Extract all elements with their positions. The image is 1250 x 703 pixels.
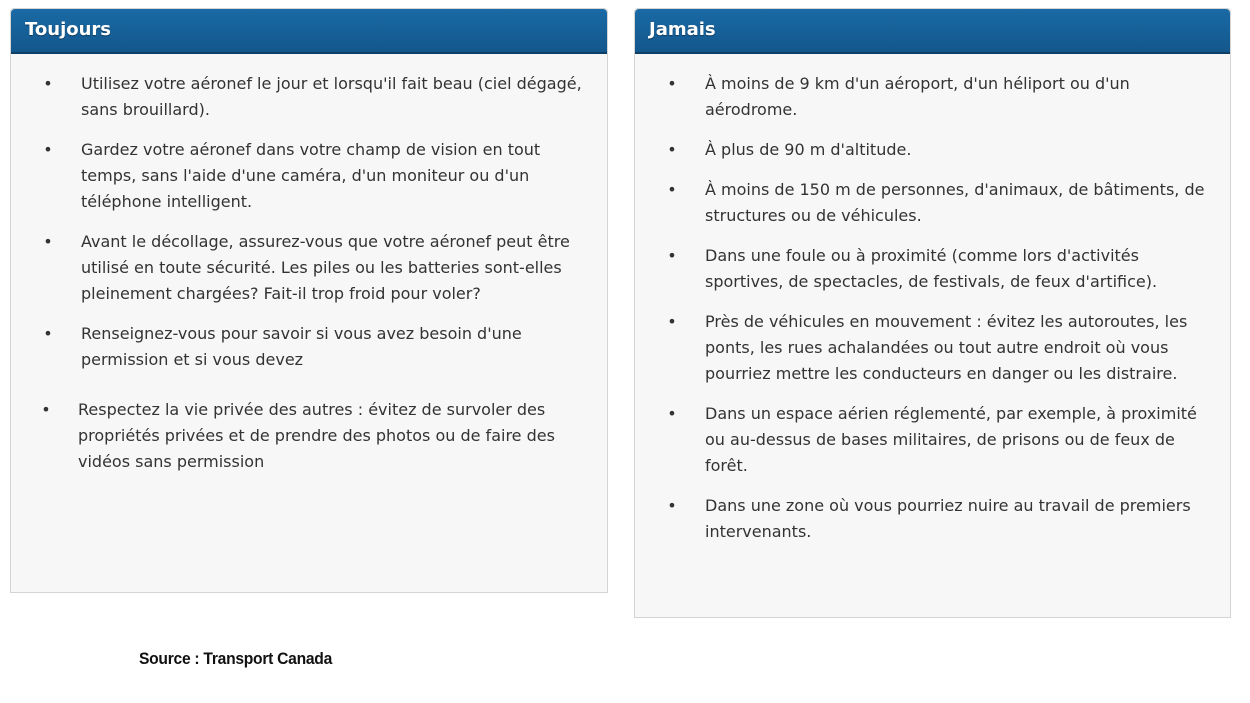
bullet-icon: • (667, 74, 677, 93)
jamais-panel-title: Jamais (635, 9, 1230, 54)
list-item (635, 243, 1210, 295)
list-item-text: À moins de 9 km d'un aéroport, d'un héliport ou d'un aérodrome. (705, 74, 1130, 119)
list-item-text: Utilisez votre aéronef le jour et lorsqu'il fait beau (ciel dégagé, sans brouillard). (81, 74, 582, 119)
bullet-icon: • (667, 404, 677, 423)
list-item (11, 321, 587, 373)
list-item (635, 71, 1210, 123)
list-item-text: À moins de 150 m de personnes, d'animaux, de bâtiments, de structures ou de véhicules. (705, 180, 1205, 225)
bullet-icon: • (667, 312, 677, 331)
jamais-panel (634, 8, 1231, 618)
bullet-icon: • (667, 246, 677, 265)
list-item-text: Dans un espace aérien réglementé, par exemple, à proximité ou au-dessus de bases militaires, de prisons ou de feux de forêt. (705, 404, 1197, 475)
bullet-icon: • (43, 232, 53, 251)
list-item-text: À plus de 90 m d'altitude. (705, 140, 912, 159)
bullet-icon: • (43, 74, 53, 93)
list-item-text: Dans une foule ou à proximité (comme lors d'activités sportives, de spectacles, de festivals, de feux d'artifice). (705, 246, 1158, 291)
bullet-icon: • (667, 180, 677, 199)
list-item-text: Avant le décollage, assurez-vous que votre aéronef peut être utilisé en toute sécurité. Les piles ou les batteries sont-elles pleinement chargées? Fait-il trop froid pour voler? (81, 232, 570, 303)
list-item (635, 493, 1210, 545)
list-item-text: Respectez la vie privée des autres : évitez de survoler des propriétés privées et de prendre des photos ou de faire des vidéos sans permission (78, 400, 555, 471)
list-item-text: Renseignez-vous pour savoir si vous avez besoin d'une permission et si vous devez (81, 324, 522, 369)
bullet-icon: • (667, 496, 677, 515)
bullet-icon: • (667, 140, 677, 159)
source-caption: Source : Transport Canada (139, 649, 332, 668)
list-item (635, 309, 1210, 387)
toujours-panel (10, 8, 608, 593)
list-item (11, 229, 587, 307)
bullet-icon: • (43, 140, 53, 159)
jamais-list (635, 54, 1230, 545)
list-item (11, 71, 587, 123)
list-item-text: Dans une zone où vous pourriez nuire au travail de premiers intervenants. (705, 496, 1191, 541)
list-item (635, 177, 1210, 229)
list-item-text: Gardez votre aéronef dans votre champ de vision en tout temps, sans l'aide d'une caméra, d'un moniteur ou d'un téléphone intelligent. (81, 140, 541, 211)
list-item (635, 401, 1210, 479)
list-item (11, 137, 587, 215)
toujours-panel-title: Toujours (11, 9, 607, 54)
bullet-icon: • (43, 324, 53, 343)
list-item-text: Près de véhicules en mouvement : évitez les autoroutes, les ponts, les rues achalandées ou tout autre endroit où vous pourriez mettre les conducteurs en danger ou les distraire. (705, 312, 1188, 383)
bullet-icon: • (41, 400, 51, 419)
list-item (11, 397, 587, 475)
list-item (635, 137, 1210, 163)
toujours-list (11, 54, 607, 475)
